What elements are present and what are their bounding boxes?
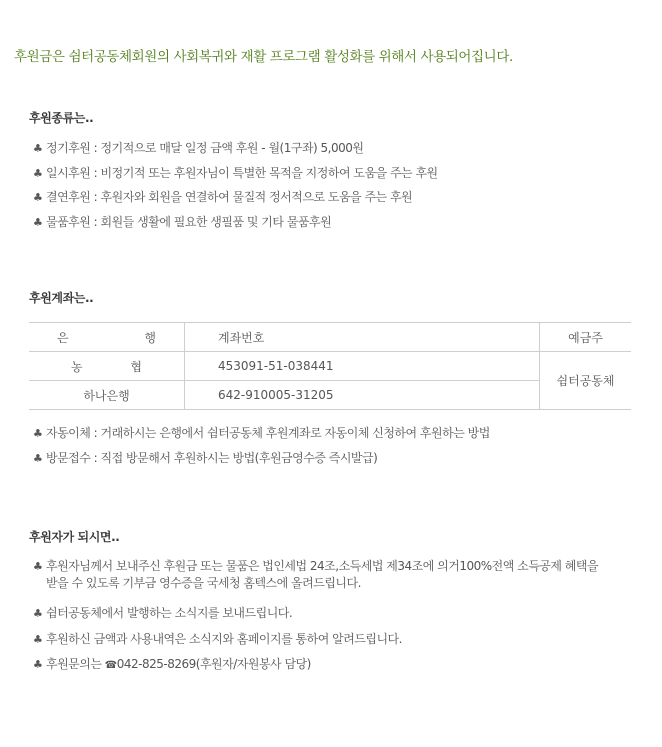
account-number: 642-910005-31205 [185, 381, 540, 410]
donation-types-list [33, 140, 438, 238]
accounts-heading: 후원계좌는.. [29, 291, 94, 305]
header-holder: 예금주 [540, 323, 632, 352]
bank-name: 농 협 [29, 352, 185, 381]
list-item: ♣ 후원하신 금액과 사용내역은 소식지와 홈페이지를 통하여 알려드립니다. [33, 631, 402, 646]
header-bank: 은 행 [29, 323, 185, 352]
clover-bullet-icon: ♣ [33, 166, 43, 180]
clover-bullet-icon: ♣ [33, 632, 43, 646]
list-item: ♣ 물품후원 : 회원들 생활에 필요한 생필품 및 기타 물품후원 [33, 214, 332, 229]
clover-bullet-icon: ♣ [33, 191, 43, 204]
list-item: ♣ 일시후원 : 비정기적 또는 후원자님이 특별한 목적을 지정하여 도움을 주는 후원 [33, 165, 438, 180]
list-item: ♣ 후원자님께서 보내주신 후원금 또는 물품은 법인세법 24조,소득세법 제34조에 의거100%전액 소득공제 혜택을 받을 수 있도록 기부금 영수증을 국세청 홈텍스에 올려드립니다. [33, 559, 599, 590]
phone-icon: ☎ [104, 660, 117, 671]
clover-bullet-icon: ♣ [33, 607, 43, 620]
list-item: ♣ 자동이체 : 거래하시는 은행에서 쉼터공동체 후원계좌로 자동이체 신청하여 후원하는 방법 [33, 426, 490, 440]
clover-bullet-icon: ♣ [33, 427, 43, 440]
table-row [29, 352, 631, 381]
clover-bullet-icon: ♣ [33, 658, 43, 671]
benefits-list [33, 558, 598, 682]
intro-text: 후원금은 쉼터공동체회원의 사회복귀와 재활 프로그램 활성화를 위해서 사용되어집니다. [14, 49, 513, 65]
list-item: ♣ 후원문의는 ☎042-825-8269(후원자/자원봉사 담당) [33, 657, 311, 671]
clover-bullet-icon: ♣ [33, 142, 43, 155]
clover-bullet-icon: ♣ [33, 215, 43, 229]
benefits-heading: 후원자가 되시면.. [29, 530, 120, 544]
clover-bullet-icon: ♣ [33, 451, 43, 465]
accounts-table [29, 322, 631, 410]
contact-phone: 042-825-8269(후원자/자원봉사 담당) [116, 657, 311, 671]
donation-types-heading: 후원종류는.. [29, 111, 94, 125]
table-header-row [29, 323, 631, 352]
list-item: ♣ 쉼터공동체에서 발행하는 소식지를 보내드립니다. [33, 606, 293, 620]
bank-name: 하나은행 [29, 381, 185, 410]
list-item: ♣ 방문접수 : 직접 방문해서 후원하시는 방법(후원금영수증 즉시발급) [33, 450, 378, 465]
account-number: 453091-51-038441 [185, 352, 540, 381]
header-account-number: 계좌번호 [185, 323, 540, 352]
list-item: ♣ 결연후원 : 후원자와 회원을 연결하여 물질적 정서적으로 도움을 주는 후원 [33, 190, 413, 204]
account-holder: 쉼터공동체 [540, 352, 632, 410]
list-item: ♣ 정기후원 : 정기적으로 매달 일정 금액 후원 - 월(1구좌) 5,000원 [33, 141, 364, 155]
payment-methods-list [33, 425, 490, 474]
clover-bullet-icon: ♣ [33, 560, 43, 573]
